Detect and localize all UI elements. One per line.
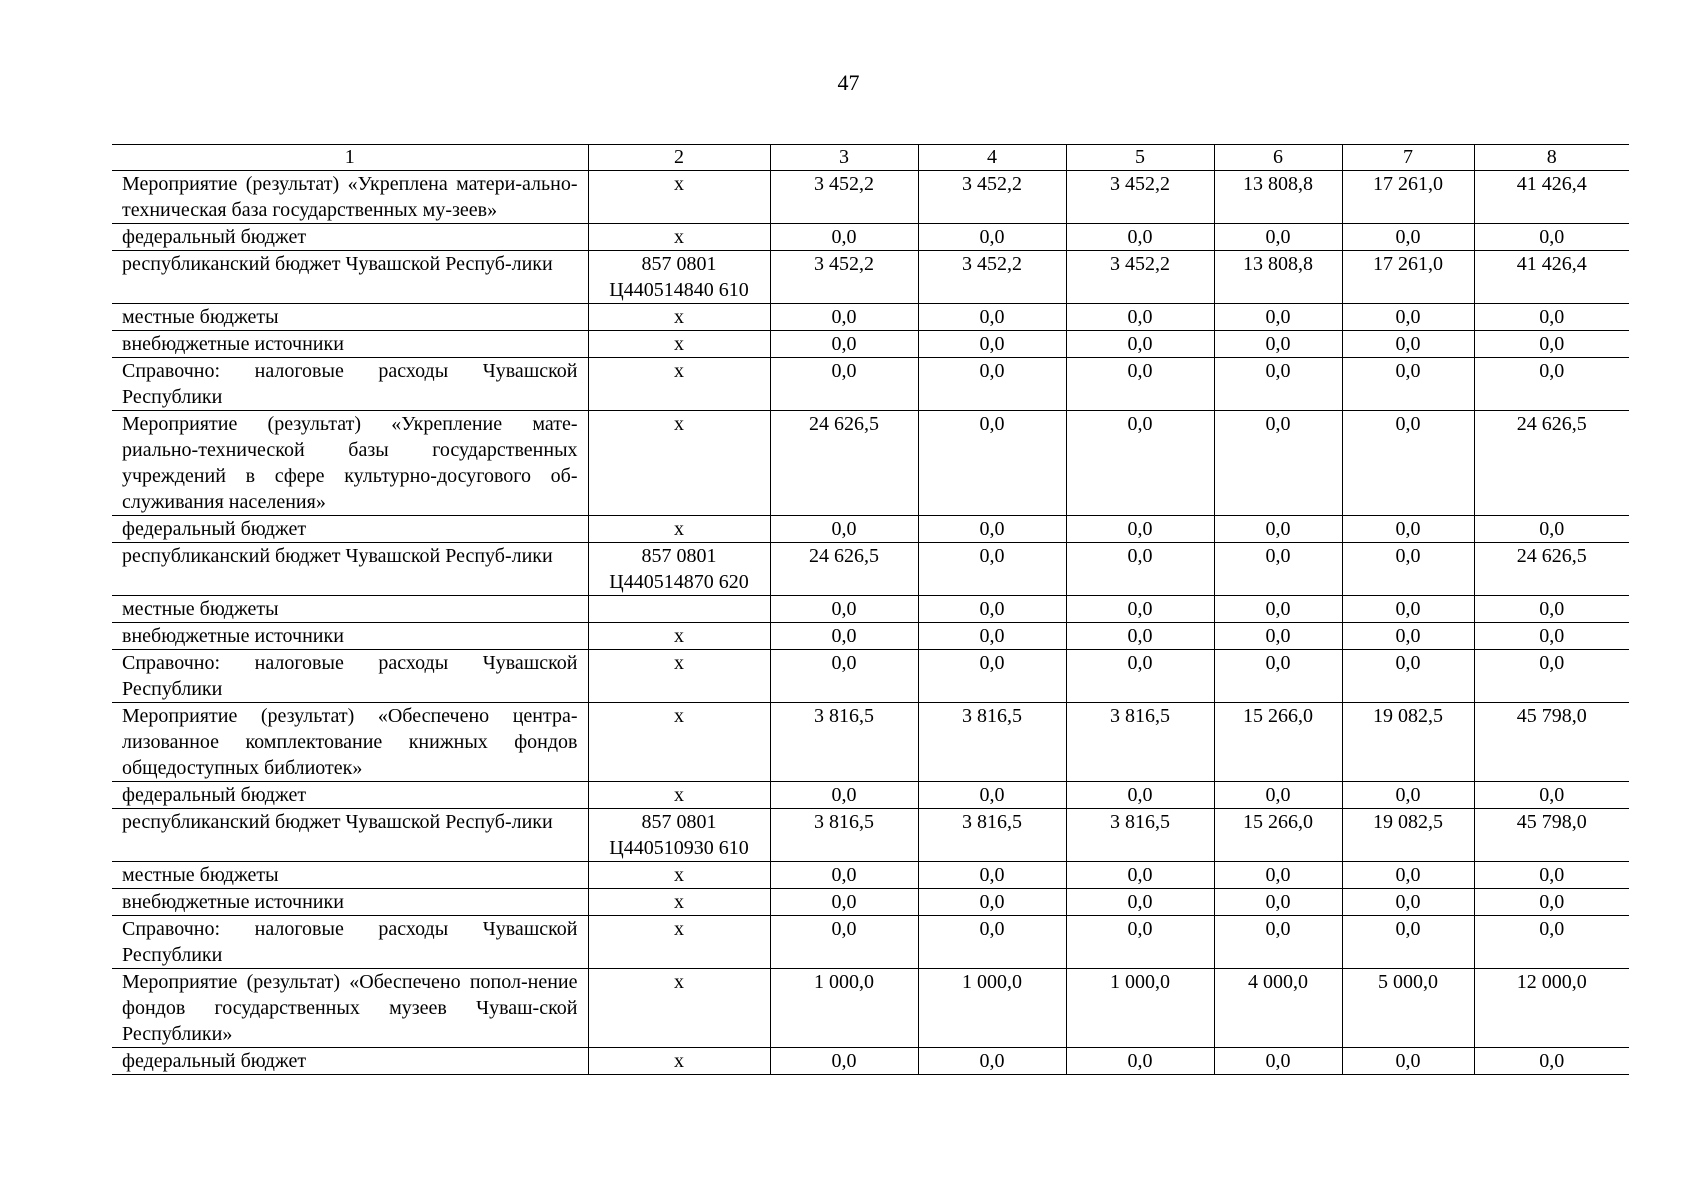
- column-number-header: 7: [1342, 145, 1474, 171]
- budget-code: х: [588, 358, 770, 411]
- amount-cell: 0,0: [1342, 304, 1474, 331]
- amount-cell: 17 261,0: [1342, 251, 1474, 304]
- amount-cell: 0,0: [918, 543, 1066, 596]
- amount-cell: 0,0: [1066, 516, 1214, 543]
- amount-cell: 0,0: [1214, 623, 1342, 650]
- amount-cell: 0,0: [918, 224, 1066, 251]
- budget-code: х: [588, 969, 770, 1048]
- amount-cell: 0,0: [1214, 543, 1342, 596]
- amount-cell: 3 816,5: [770, 809, 918, 862]
- column-number-header: 3: [770, 145, 918, 171]
- table-row: [112, 703, 1629, 782]
- amount-cell: 0,0: [1214, 331, 1342, 358]
- row-label: Мероприятие (результат) «Укрепление мате-риально-технической базы государственных учреждений в сфере культурно-досугового об-служивания населения»: [112, 411, 588, 516]
- amount-cell: 17 261,0: [1342, 171, 1474, 224]
- amount-cell: 3 816,5: [1066, 703, 1214, 782]
- amount-cell: 0,0: [918, 358, 1066, 411]
- amount-cell: 24 626,5: [770, 411, 918, 516]
- amount-cell: 0,0: [1342, 782, 1474, 809]
- budget-code: х: [588, 650, 770, 703]
- amount-cell: 0,0: [1066, 862, 1214, 889]
- amount-cell: 24 626,5: [1474, 543, 1629, 596]
- row-label: Мероприятие (результат) «Обеспечено попол-нение фондов государственных музеев Чуваш-ской Республики»: [112, 969, 588, 1048]
- amount-cell: 0,0: [1066, 1048, 1214, 1075]
- column-number-header: 8: [1474, 145, 1629, 171]
- amount-cell: 3 452,2: [770, 171, 918, 224]
- amount-cell: 3 816,5: [770, 703, 918, 782]
- row-label: Справочно: налоговые расходы Чувашской Республики: [112, 650, 588, 703]
- amount-cell: 1 000,0: [770, 969, 918, 1048]
- amount-cell: 3 452,2: [770, 251, 918, 304]
- amount-cell: 0,0: [1474, 331, 1629, 358]
- amount-cell: 0,0: [1342, 889, 1474, 916]
- amount-cell: 24 626,5: [770, 543, 918, 596]
- row-label: республиканский бюджет Чувашской Респуб-лики: [112, 543, 588, 596]
- budget-code: х: [588, 304, 770, 331]
- amount-cell: 0,0: [1474, 889, 1629, 916]
- amount-cell: 3 452,2: [918, 251, 1066, 304]
- amount-cell: 0,0: [1066, 411, 1214, 516]
- row-label: федеральный бюджет: [112, 782, 588, 809]
- amount-cell: 13 808,8: [1214, 171, 1342, 224]
- amount-cell: 19 082,5: [1342, 703, 1474, 782]
- amount-cell: 0,0: [1474, 516, 1629, 543]
- amount-cell: 0,0: [1474, 862, 1629, 889]
- table-row: [112, 516, 1629, 543]
- amount-cell: 0,0: [918, 1048, 1066, 1075]
- column-number-header: 5: [1066, 145, 1214, 171]
- amount-cell: 0,0: [1474, 782, 1629, 809]
- amount-cell: 15 266,0: [1214, 703, 1342, 782]
- table-row: [112, 171, 1629, 224]
- row-label: республиканский бюджет Чувашской Респуб-лики: [112, 251, 588, 304]
- amount-cell: 0,0: [918, 782, 1066, 809]
- table-row: [112, 331, 1629, 358]
- amount-cell: 5 000,0: [1342, 969, 1474, 1048]
- table-body: [112, 145, 1629, 1075]
- amount-cell: 0,0: [1342, 516, 1474, 543]
- amount-cell: 0,0: [918, 304, 1066, 331]
- amount-cell: 1 000,0: [918, 969, 1066, 1048]
- table-row: [112, 411, 1629, 516]
- amount-cell: 0,0: [1342, 596, 1474, 623]
- amount-cell: 0,0: [770, 596, 918, 623]
- amount-cell: 3 816,5: [918, 703, 1066, 782]
- amount-cell: 0,0: [1066, 543, 1214, 596]
- amount-cell: 0,0: [770, 358, 918, 411]
- row-label: Мероприятие (результат) «Обеспечено центра-лизованное комплектование книжных фондов общедоступных библиотек»: [112, 703, 588, 782]
- budget-code: х: [588, 331, 770, 358]
- budget-code: х: [588, 916, 770, 969]
- amount-cell: 0,0: [770, 1048, 918, 1075]
- amount-cell: 0,0: [770, 916, 918, 969]
- amount-cell: 0,0: [1066, 596, 1214, 623]
- row-label: республиканский бюджет Чувашской Респуб-лики: [112, 809, 588, 862]
- amount-cell: 0,0: [1066, 358, 1214, 411]
- amount-cell: 3 452,2: [918, 171, 1066, 224]
- row-label: внебюджетные источники: [112, 889, 588, 916]
- amount-cell: 0,0: [770, 650, 918, 703]
- amount-cell: 0,0: [1342, 358, 1474, 411]
- amount-cell: 3 452,2: [1066, 251, 1214, 304]
- amount-cell: 41 426,4: [1474, 251, 1629, 304]
- amount-cell: 0,0: [918, 411, 1066, 516]
- amount-cell: 3 452,2: [1066, 171, 1214, 224]
- table-row: [112, 969, 1629, 1048]
- amount-cell: 0,0: [1342, 916, 1474, 969]
- column-number-header: 4: [918, 145, 1066, 171]
- amount-cell: 0,0: [1066, 889, 1214, 916]
- amount-cell: 0,0: [770, 516, 918, 543]
- row-label: местные бюджеты: [112, 862, 588, 889]
- amount-cell: 0,0: [770, 224, 918, 251]
- row-label: Справочно: налоговые расходы Чувашской Республики: [112, 358, 588, 411]
- row-label: местные бюджеты: [112, 304, 588, 331]
- amount-cell: 0,0: [1066, 331, 1214, 358]
- amount-cell: 0,0: [918, 862, 1066, 889]
- amount-cell: 0,0: [1474, 623, 1629, 650]
- amount-cell: 0,0: [1474, 596, 1629, 623]
- amount-cell: 3 816,5: [918, 809, 1066, 862]
- row-label: Справочно: налоговые расходы Чувашской Республики: [112, 916, 588, 969]
- amount-cell: 45 798,0: [1474, 809, 1629, 862]
- amount-cell: 0,0: [1214, 650, 1342, 703]
- table-row: [112, 358, 1629, 411]
- amount-cell: 0,0: [770, 623, 918, 650]
- amount-cell: 0,0: [1066, 623, 1214, 650]
- amount-cell: 3 816,5: [1066, 809, 1214, 862]
- row-label: федеральный бюджет: [112, 224, 588, 251]
- budget-code: х: [588, 411, 770, 516]
- column-number-header: 1: [112, 145, 588, 171]
- amount-cell: 0,0: [1342, 543, 1474, 596]
- budget-code: 857 0801 Ц440510930 610: [588, 809, 770, 862]
- row-label: федеральный бюджет: [112, 516, 588, 543]
- amount-cell: 24 626,5: [1474, 411, 1629, 516]
- table-row: [112, 862, 1629, 889]
- amount-cell: 0,0: [1214, 358, 1342, 411]
- amount-cell: 0,0: [1474, 224, 1629, 251]
- amount-cell: 41 426,4: [1474, 171, 1629, 224]
- amount-cell: 0,0: [1066, 304, 1214, 331]
- amount-cell: 0,0: [1214, 782, 1342, 809]
- amount-cell: 0,0: [1342, 623, 1474, 650]
- amount-cell: 1 000,0: [1066, 969, 1214, 1048]
- amount-cell: 0,0: [1066, 782, 1214, 809]
- amount-cell: 0,0: [1214, 889, 1342, 916]
- amount-cell: 0,0: [1342, 411, 1474, 516]
- amount-cell: 0,0: [1066, 224, 1214, 251]
- amount-cell: 0,0: [1066, 916, 1214, 969]
- amount-cell: 0,0: [1342, 862, 1474, 889]
- amount-cell: 0,0: [1474, 650, 1629, 703]
- amount-cell: 45 798,0: [1474, 703, 1629, 782]
- table-row: [112, 304, 1629, 331]
- amount-cell: 0,0: [770, 304, 918, 331]
- row-label: Мероприятие (результат) «Укреплена матери-ально-техническая база государственных му-зеев»: [112, 171, 588, 224]
- table-row: [112, 1048, 1629, 1075]
- amount-cell: 0,0: [918, 596, 1066, 623]
- row-label: федеральный бюджет: [112, 1048, 588, 1075]
- budget-code: х: [588, 1048, 770, 1075]
- budget-code: х: [588, 703, 770, 782]
- amount-cell: 0,0: [918, 516, 1066, 543]
- amount-cell: 0,0: [1342, 1048, 1474, 1075]
- amount-cell: 0,0: [770, 331, 918, 358]
- amount-cell: 0,0: [918, 650, 1066, 703]
- budget-code: х: [588, 224, 770, 251]
- amount-cell: 0,0: [918, 889, 1066, 916]
- table-row: [112, 916, 1629, 969]
- budget-code: х: [588, 171, 770, 224]
- table-row: [112, 650, 1629, 703]
- amount-cell: 0,0: [1066, 650, 1214, 703]
- amount-cell: 0,0: [1342, 650, 1474, 703]
- budget-table: [112, 144, 1629, 1075]
- amount-cell: 12 000,0: [1474, 969, 1629, 1048]
- amount-cell: 0,0: [1214, 862, 1342, 889]
- amount-cell: 0,0: [1474, 916, 1629, 969]
- amount-cell: 0,0: [1214, 596, 1342, 623]
- amount-cell: 0,0: [1474, 304, 1629, 331]
- budget-code: 857 0801 Ц440514840 610: [588, 251, 770, 304]
- amount-cell: 0,0: [1214, 1048, 1342, 1075]
- amount-cell: 0,0: [1214, 304, 1342, 331]
- table-row: [112, 543, 1629, 596]
- amount-cell: 19 082,5: [1342, 809, 1474, 862]
- amount-cell: 0,0: [1474, 1048, 1629, 1075]
- amount-cell: 4 000,0: [1214, 969, 1342, 1048]
- amount-cell: 0,0: [1342, 331, 1474, 358]
- table-row: [112, 809, 1629, 862]
- table-row: [112, 596, 1629, 623]
- amount-cell: 15 266,0: [1214, 809, 1342, 862]
- amount-cell: 0,0: [1342, 224, 1474, 251]
- amount-cell: 0,0: [1214, 224, 1342, 251]
- amount-cell: 0,0: [770, 862, 918, 889]
- amount-cell: 0,0: [770, 782, 918, 809]
- amount-cell: 13 808,8: [1214, 251, 1342, 304]
- column-number-header: 2: [588, 145, 770, 171]
- table-row: [112, 251, 1629, 304]
- amount-cell: 0,0: [1214, 916, 1342, 969]
- table-row: [112, 889, 1629, 916]
- page-number: 47: [837, 70, 860, 95]
- row-label: внебюджетные источники: [112, 623, 588, 650]
- amount-cell: 0,0: [918, 916, 1066, 969]
- budget-code: х: [588, 516, 770, 543]
- amount-cell: 0,0: [1214, 516, 1342, 543]
- amount-cell: 0,0: [1214, 411, 1342, 516]
- table-row: [112, 623, 1629, 650]
- budget-code: х: [588, 782, 770, 809]
- header-row: [112, 145, 1629, 171]
- budget-code: 857 0801 Ц440514870 620: [588, 543, 770, 596]
- budget-code: х: [588, 889, 770, 916]
- row-label: внебюджетные источники: [112, 331, 588, 358]
- table-row: [112, 782, 1629, 809]
- amount-cell: 0,0: [918, 331, 1066, 358]
- amount-cell: 0,0: [770, 889, 918, 916]
- amount-cell: 0,0: [1474, 358, 1629, 411]
- budget-code: х: [588, 862, 770, 889]
- column-number-header: 6: [1214, 145, 1342, 171]
- budget-code: [588, 596, 770, 623]
- row-label: местные бюджеты: [112, 596, 588, 623]
- budget-code: х: [588, 623, 770, 650]
- amount-cell: 0,0: [918, 623, 1066, 650]
- table-row: [112, 224, 1629, 251]
